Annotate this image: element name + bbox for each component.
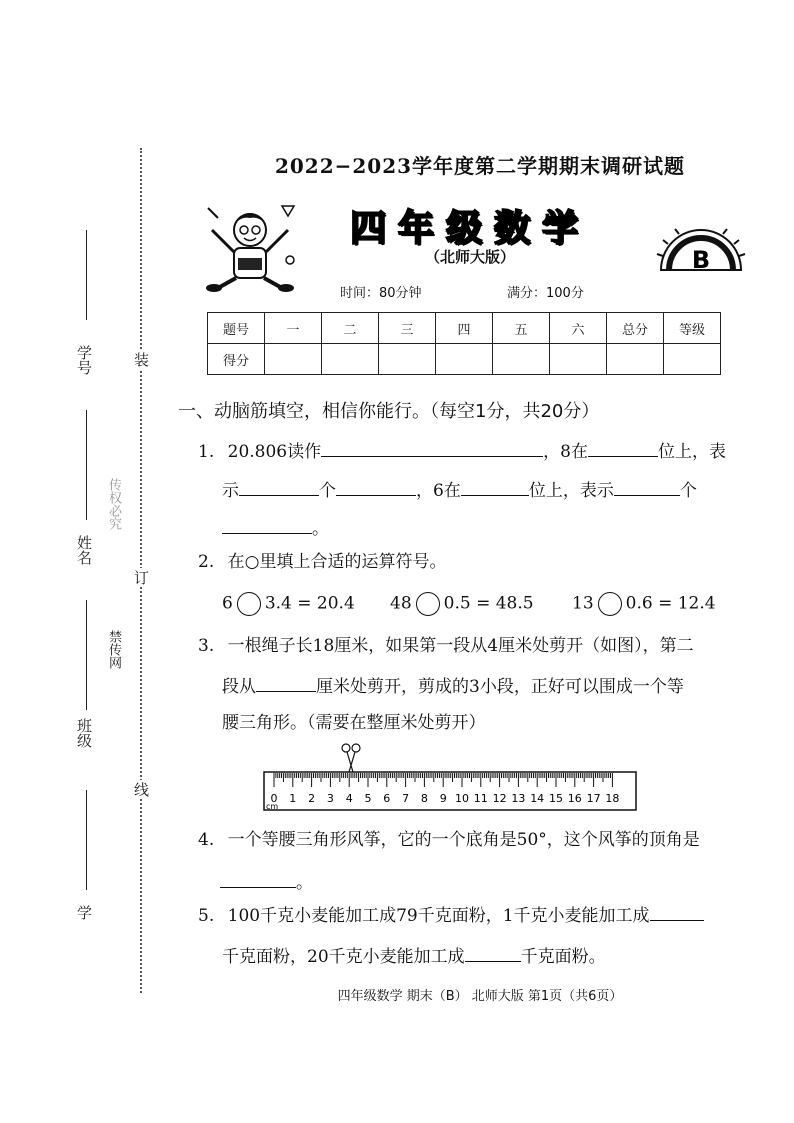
question-3-line-2 (222, 672, 684, 697)
question-number: 4. (198, 830, 215, 850)
q3-line-1: 一根绳子长18厘米，如果第一段从4厘米处剪开（如图），第二 (227, 636, 694, 656)
ruler-tick-label: 3 (326, 792, 334, 805)
q1-blank-6-place[interactable] (461, 479, 529, 496)
score-header-cell: 一 (265, 313, 322, 344)
q3-text-b: 厘米处剪开，剪成的3小段，正好可以围成一个等 (316, 677, 684, 697)
score-header-cell: 六 (550, 313, 607, 344)
ruler-tick-label: 17 (586, 792, 601, 805)
q4-blank-apex[interactable] (220, 871, 296, 888)
binding-label-zhuang: 装 (132, 352, 150, 367)
q2-e2-right: 0.5 = 48.5 (443, 593, 534, 614)
score-row-label: 得分 (208, 344, 265, 375)
score-header-cell: 三 (379, 313, 436, 344)
q1-blank-6-unit[interactable] (222, 517, 312, 534)
binding-line-4 (86, 790, 87, 890)
q5-line-1: 100千克小麦能加工成79千克面粉，1千克小麦能加工成 (227, 906, 650, 926)
q1-text-d: 示 (222, 481, 239, 501)
q1-blank-8-unit[interactable] (336, 479, 416, 496)
q1-blank-read[interactable] (321, 440, 543, 457)
ruler-tick-label: 13 (511, 792, 526, 805)
q1-text-f: ，6在 (416, 481, 461, 501)
student-illustration (198, 200, 303, 295)
ruler-tick-label: 10 (455, 792, 469, 805)
question-1-line-1 (198, 440, 726, 462)
ruler-tick-label: 2 (308, 792, 316, 805)
score-input-cell[interactable] (550, 344, 607, 375)
class-label: 班级 (75, 718, 93, 748)
ruler-tick-label: 0 (270, 792, 278, 805)
score-input-cell[interactable] (607, 344, 664, 375)
grade-badge-icon (655, 222, 747, 274)
q1-blank-8-place[interactable] (588, 440, 658, 457)
q1-text-g: 位上，表示 (528, 481, 614, 501)
q1-blank-8-value[interactable] (239, 479, 319, 496)
score-input-cell[interactable] (379, 344, 436, 375)
score-input-cell[interactable] (322, 344, 379, 375)
q1-text-b: ，8在 (543, 442, 588, 462)
ruler-tick-label: 18 (605, 792, 620, 805)
q5-text-b: 千克面粉。 (520, 947, 606, 967)
q1-blank-6-value[interactable] (614, 479, 680, 496)
q2-e1-left: 6 (222, 593, 233, 614)
binding-line-2 (86, 410, 87, 520)
question-3-line-3 (222, 708, 486, 733)
score-header-cell: 二 (322, 313, 379, 344)
q1-text-a: 20.806读作 (227, 442, 322, 462)
question-number: 1. (198, 442, 215, 462)
question-number: 2. (198, 552, 215, 572)
ruler-tick-label: 16 (567, 792, 582, 805)
edition-label: （北师大版） (424, 248, 515, 266)
q3-text-a: 段从 (222, 677, 256, 697)
score-header-cell: 四 (436, 313, 493, 344)
score-input-cell[interactable] (265, 344, 322, 375)
question-5-line-1 (198, 904, 704, 926)
ruler-tick-label: 14 (530, 792, 545, 805)
ruler-tick-label: 15 (549, 792, 563, 805)
question-4-line-2 (220, 868, 313, 893)
question-2-equation-1 (222, 592, 355, 616)
question-number: 3. (198, 636, 215, 656)
q4-line-2: 。 (296, 873, 313, 893)
name-label: 姓名 (75, 535, 93, 565)
binding-line-3 (86, 600, 87, 710)
score-table-header-row (208, 313, 721, 344)
ruler-tick-label: 6 (383, 792, 391, 805)
q2-e1-right: 3.4 = 20.4 (264, 593, 355, 614)
score-header-cell: 总分 (607, 313, 664, 344)
score-input-cell[interactable] (493, 344, 550, 375)
exam-title: 2022−2023学年度第二学期期末调研试题 (274, 154, 686, 178)
full-score-label: 满分：100分 (507, 286, 584, 301)
question-2-equation-3 (572, 592, 716, 616)
question-number: 5. (198, 906, 215, 926)
time-label: 时间：80分钟 (340, 286, 422, 301)
q1-text-h: 个 (679, 481, 697, 501)
ruler-unit: cm (266, 802, 279, 811)
score-header-cell: 等级 (664, 313, 721, 344)
ruler-tick-label: 5 (364, 792, 372, 805)
q1-text-i: 。 (312, 519, 329, 539)
q2-e3-left: 13 (572, 593, 594, 614)
ruler-tick-label: 4 (345, 792, 353, 805)
q2-operator-circle-3[interactable] (598, 592, 622, 616)
binding-label-xian: 线 (132, 782, 150, 797)
question-3-line-1 (198, 636, 694, 656)
section-1-title: 一、动脑筋填空，相信你能行。（每空1分，共20分） (178, 401, 600, 422)
ruler-figure (262, 738, 640, 812)
ruler-tick-label: 7 (402, 792, 410, 805)
binding-label-ding: 订 (132, 570, 150, 585)
student-id-label: 学号 (75, 345, 93, 375)
q1-text-e: 个 (319, 481, 336, 501)
question-2-line-1 (198, 552, 446, 572)
binding-line-top (86, 230, 87, 320)
stamp-text: 传权必究 (106, 478, 121, 530)
q2-operator-circle-2[interactable] (416, 592, 440, 616)
q5-blank-1kg[interactable] (650, 904, 704, 921)
score-header-cell: 五 (493, 313, 550, 344)
score-table-score-row (208, 344, 721, 375)
q2-e2-left: 48 (390, 593, 412, 614)
question-4-line-1 (198, 830, 700, 850)
ruler-tick-label: 11 (473, 792, 488, 805)
q5-blank-20kg[interactable] (465, 945, 521, 962)
score-header-cell: 题号 (208, 313, 265, 344)
question-1-line-2 (222, 476, 697, 501)
grade-badge-letter: B (691, 246, 711, 274)
q2-text: 在○里填上合适的运算符号。 (227, 552, 447, 572)
page-footer: 四年级数学 期末（B） 北师大版 第1页（共6页） (337, 989, 623, 1004)
ruler-tick-label: 8 (420, 792, 428, 805)
score-input-cell[interactable] (664, 344, 721, 375)
ruler-tick-label: 9 (439, 792, 447, 805)
score-table (207, 312, 721, 375)
ruler-tick-label: 12 (492, 792, 507, 805)
q4-line-1: 一个等腰三角形风筝，它的一个底角是50°，这个风筝的顶角是 (227, 830, 700, 850)
scissors-icon (342, 744, 360, 772)
question-2-equation-2 (390, 592, 534, 616)
question-1-line-3 (222, 514, 329, 539)
q3-blank-cut[interactable] (256, 675, 316, 692)
warning-text: 禁传网 (106, 630, 121, 669)
q2-operator-circle-1[interactable] (237, 592, 261, 616)
q3-line-3: 腰三角形。（需要在整厘米处剪开） (222, 713, 486, 733)
q1-text-c: 位上，表 (657, 442, 726, 462)
ruler-tick-label: 1 (289, 792, 297, 805)
score-input-cell[interactable] (436, 344, 493, 375)
subject-title: 四年级数学 (349, 208, 590, 249)
school-label: 学 (75, 905, 93, 920)
question-5-line-2 (222, 942, 606, 967)
q5-text-a: 千克面粉，20千克小麦能加工成 (222, 947, 465, 967)
q2-e3-right: 0.6 = 12.4 (625, 593, 716, 614)
